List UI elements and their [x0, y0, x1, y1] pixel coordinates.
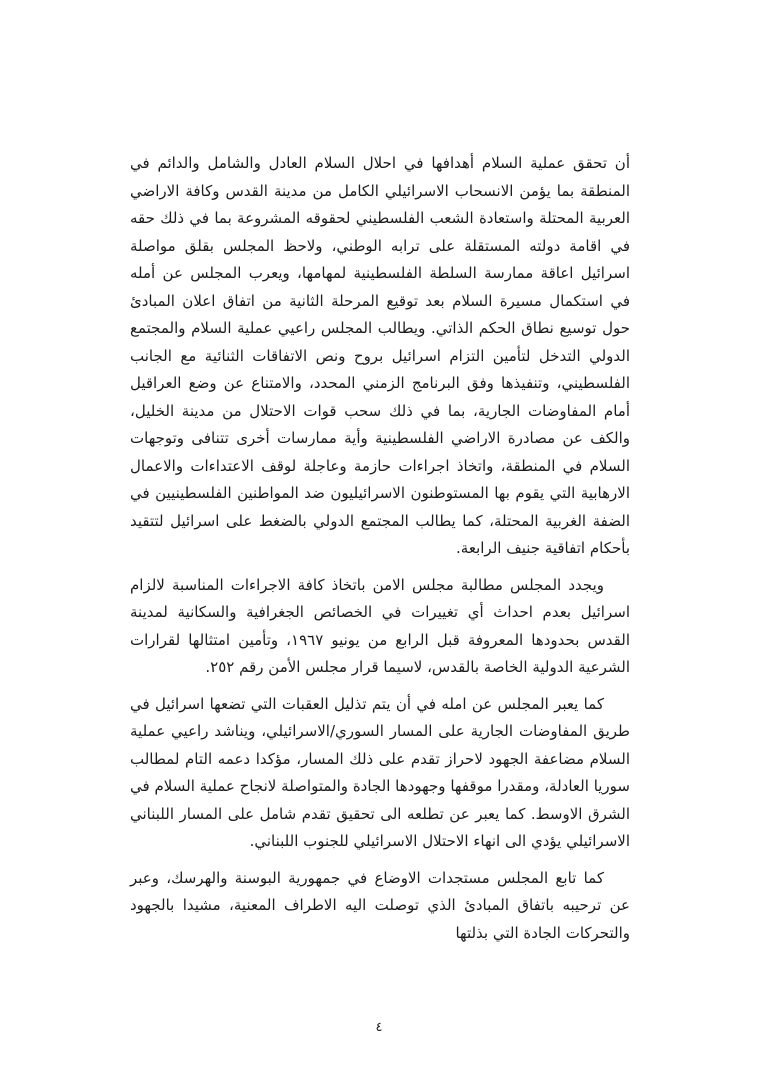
- paragraph-4: كما تابع المجلس مستجدات الاوضاع في جمهورية البوسنة والهرسك، وعبر عن ترحيبه باتفاق المبادئ الذي توصلت اليه الاطراف المعنية، مشيدا بالجهود والتحركات الجادة التي بذلتها: [130, 868, 630, 942]
- page-number: ٤: [375, 1020, 383, 1035]
- text-block: [130, 150, 630, 956]
- paragraph-1: أن تحقق عملية السلام أهدافها في احلال السلام العادل والشامل والدائم في المنطقة بما يؤمن الانسحاب الاسرائيلي الكامل من مدينة القدس وكافة الاراضي العربية المحتلة واستعادة الشعب الفلسطيني لحقوقه المشروعة بما في ذلك حقه في اقامة دولته المستقلة على ترابه الوطني، ولاحظ المجلس بقلق مواصلة اسرائيل اعاقة ممارسة السلطة الفلسطينية لمهامها، ويعرب المجلس عن أمله في استكمال مسيرة السلام بعد توقيع المرحلة الثانية من اتفاق اعلان المبادئ حول توسيع نطاق الحكم الذاتي. ويطالب المجلس راعيي عملية السلام والمجتمع الدولي التدخل لتأمين التزام اسرائيل بروح ونص الاتفاقات الثنائية مع الجانب الفلسطيني، وتنفيذها وفق البرنامج الزمني المحدد، والامتناع عن وضع العراقيل أمام المفاوضات الجارية، بما في ذلك سحب قوات الاحتلال من مدينة الخليل، والكف عن مصادرة الاراضي الفلسطينية وأية ممارسات أخرى تتنافى وتوجهات السلام في المنطقة، واتخاذ اجراءات حازمة وعاجلة لوقف الاعتداءات والاعمال الارهابية التي يقوم بها المستوطنون الاسرائيليون ضد المواطنين الفلسطينيين في الضفة الغربية المحتلة، كما يطالب المجتمع الدولي بالضغط على اسرائيل لتتقيد بأحكام اتفاقية جنيف الرابعة.: [130, 154, 630, 557]
- paragraph-2: ويجدد المجلس مطالبة مجلس الامن باتخاذ كافة الاجراءات المناسبة لالزام اسرائيل بعدم احداث أي تغييرات في الخصائص الجغرافية والسكانية لمدينة القدس بحدودها المعروفة قبل الرابع من يونيو ١٩٦٧، وتأمين امتثالها لقرارات الشرعية الدولية الخاصة بالقدس، لاسيما قرار مجلس الأمن رقم ٢٥٢.: [130, 575, 630, 676]
- paragraph-3: كما يعبر المجلس عن امله في أن يتم تذليل العقبات التي تضعها اسرائيل في طريق المفاوضات الجارية على المسار السوري/الاسرائيلي، ويناشد راعيي عملية السلام مضاعفة الجهود لاحراز تقدم على ذلك المسار، مؤكدا دعمه التام لمطالب سوريا العادلة، ومقدرا موقفها وجهودها الجادة والمتواصلة لانجاح عملية السلام في الشرق الاوسط. كما يعبر عن تطلعه الى تحقيق تقدم شامل على المسار اللبناني الاسرائيلي يؤدي الى انهاء الاحتلال الاسرائيلي للجنوب اللبناني.: [130, 694, 630, 850]
